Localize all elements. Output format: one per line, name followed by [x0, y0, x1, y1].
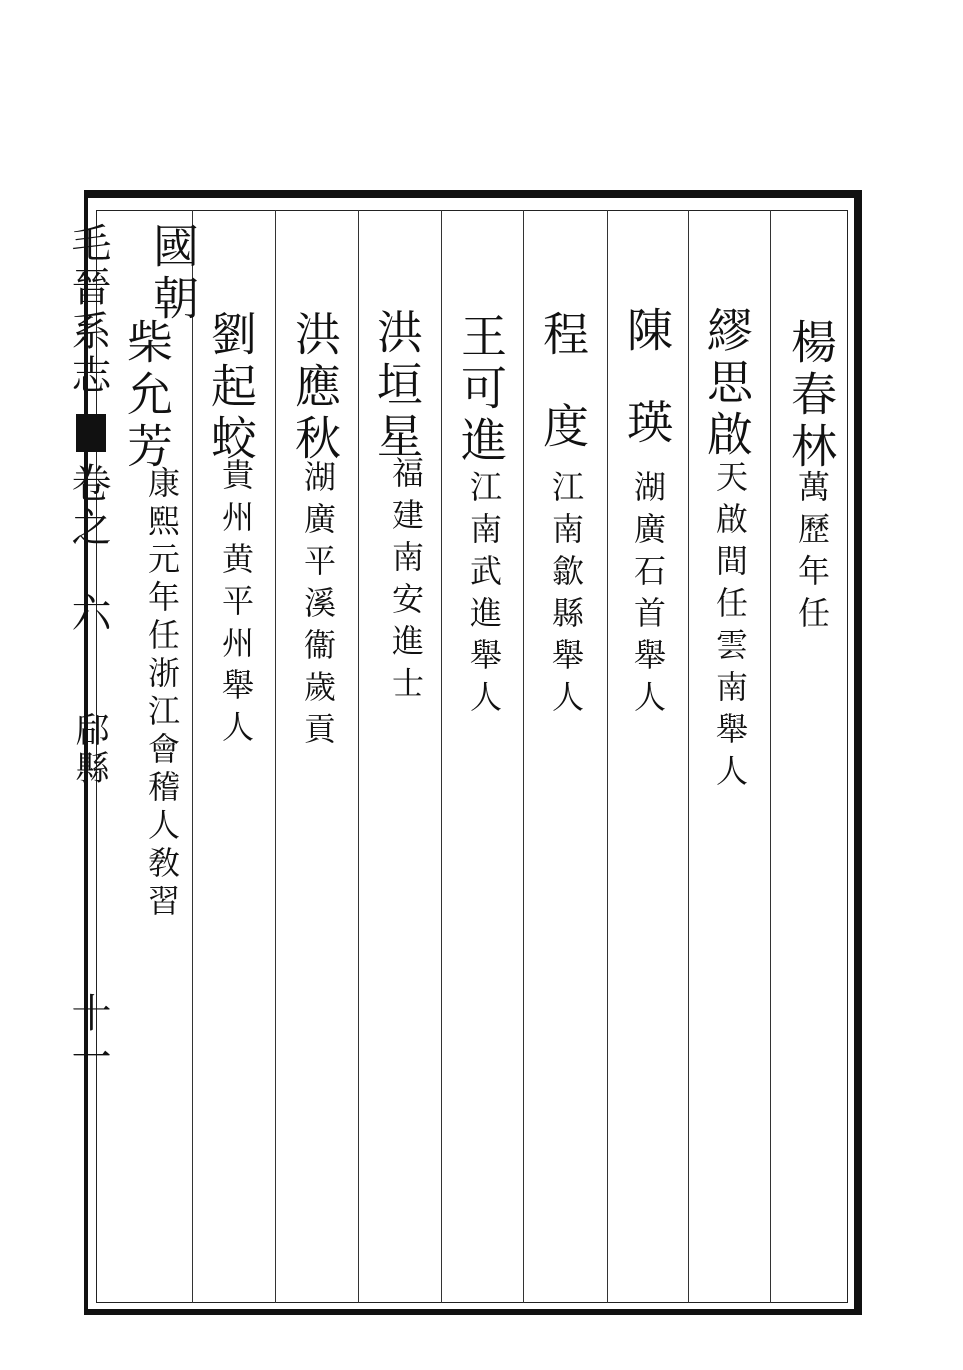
margin-folio: 十一: [65, 992, 111, 1080]
entry-name: 柴允芳: [120, 318, 174, 474]
column-rule: [275, 210, 276, 1303]
entry-note: 貴州黄平州舉人: [217, 458, 255, 752]
entry-name: 程度: [536, 310, 590, 494]
column-rule: [770, 210, 771, 1303]
margin-chapter: 六: [65, 592, 111, 636]
entry-note: 湖廣石首舉人: [629, 470, 667, 722]
entry-name: 洪垣星: [370, 308, 424, 464]
margin-title: 毛晉系志: [65, 222, 111, 398]
margin-volume: 卷之: [65, 462, 111, 550]
column-rule: [358, 210, 359, 1303]
entry-note: 湖廣平溪衞歲貢: [299, 460, 337, 754]
dynasty-heading: 國朝: [146, 222, 200, 326]
column-rule: [688, 210, 689, 1303]
entry-note: 萬歷年任: [793, 470, 831, 638]
entry-note: 福建南安進士: [387, 456, 425, 708]
entry-name: 陳瑛: [620, 306, 674, 490]
column-rule: [192, 210, 193, 1303]
column-rule: [441, 210, 442, 1303]
entry-note: 江南歙縣舉人: [547, 470, 585, 722]
entry-note: 天啟間任雲南舉人: [711, 460, 749, 796]
fishtail-mark: [76, 414, 106, 452]
entry-note: 康熙元年任浙江會稽人敎習: [143, 466, 181, 922]
margin-county: 郈縣: [69, 712, 109, 788]
entry-name: 楊春林: [784, 318, 838, 474]
entry-name: 繆思啟: [700, 306, 754, 462]
entry-note: 江南武進舉人: [465, 470, 503, 722]
entry-name: 劉起蛟: [204, 310, 258, 466]
entry-name: 王可進: [454, 312, 508, 468]
column-rule: [523, 210, 524, 1303]
column-rule: [607, 210, 608, 1303]
entry-name: 洪應秋: [288, 310, 342, 466]
